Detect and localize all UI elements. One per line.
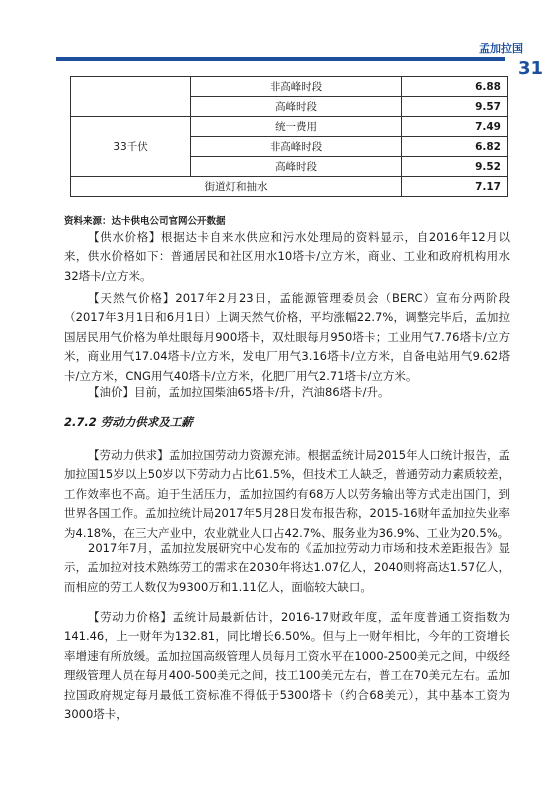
header-rule: [56, 57, 505, 61]
paragraph-gas-price: 【天然气价格】2017年2月23日，孟能源管理委员会（BERC）宣布分两阶段（2017年3月1日和6月1日）上调天然气价格，平均涨幅22.7%，调整完毕后，孟加拉国居民用气价格为单灶眼每月900塔卡，双灶眼每月950塔卡；工业用气7.76塔卡/立方米，商业用气17.04塔卡/立方米，发电厂用气3.16塔卡/立方米，自备电站用气9.62塔卡/立方米，CNG用气40塔卡/立方米，化肥厂用气2.71塔卡/立方米。: [64, 291, 510, 383]
table-cell-price: 6.82: [402, 137, 508, 157]
paragraph-skills-report: 2017年7月，孟加拉发展研究中心发布的《孟加拉劳动力市场和技术差距报告》显示，孟加拉对技术熟练劳工的需求在2030年将达1.07亿人，2040则将高达1.57亿人，而相应的劳工人数仅为9300万和1.11亿人，面临较大缺口。: [64, 541, 510, 594]
paragraph-oil-price: 【油价】目前，孟加拉国柴油65塔卡/升，汽油86塔卡/升。: [88, 385, 390, 399]
table-cell-price: 9.57: [402, 97, 508, 117]
table-source-note: 资料来源：达卡供电公司官网公开数据: [64, 216, 226, 227]
table-cell-period: 高峰时段: [191, 97, 402, 117]
table-cell-category: 街道灯和抽水: [71, 177, 402, 197]
paragraph-water-price: 【供水价格】根据达卡自来水供应和污水处理局的资料显示，自2016年12月以来，供水价格如下：普通居民和社区用水10塔卡/立方米，商业、工业和政府机构用水32塔卡/立方米。: [64, 230, 510, 283]
table-row: [71, 117, 508, 137]
table-cell-period: 统一费用: [191, 117, 402, 137]
table-cell-empty: [71, 77, 191, 117]
table-cell-price: 7.49: [402, 117, 508, 137]
page-number: 31: [517, 58, 543, 79]
section-heading: 2.7.2 劳动力供求及工薪: [64, 415, 193, 429]
table-cell-price: 7.17: [402, 177, 508, 197]
table-cell-category: 33千伏: [71, 117, 191, 177]
paragraph-labor-price: 【劳动力价格】孟统计局最新估计，2016-17财政年度，孟年度普通工资指数为141.46，上一财年为132.81，同比增长6.50%。但与上一财年相比，今年的工资增长率增速有所放缓。孟加拉国高级管理人员每月工资水平在1000-2500美元之间，中级经理级管理人员在每月400-500美元之间，技工100美元左右，普工在70美元左右。孟加拉国政府规定每月最低工资标准不得低于5300塔卡（约合68美元），其中基本工资为3000塔卡，: [64, 610, 510, 722]
paragraph-labor-supply: 【劳动力供求】孟加拉国劳动力资源充沛。根据孟统计局2015年人口统计报告，孟加拉国15岁以上50岁以下劳动力占比61.5%，但技术工人缺乏，普通劳动力素质较差，工作效率也不高。迫于生活压力，孟加拉国约有68万人以劳务输出等方式走出国门，到世界各国工作。孟加拉统计局2017年5月28日发布报告称，2015-16财年孟加拉失业率为4.18%，在三大产业中，农业就业人口占42.7%、服务业为36.9%、工业为20.5%。: [64, 448, 510, 540]
table-cell-price: 9.52: [402, 157, 508, 177]
table-row: [71, 177, 508, 197]
electricity-tariff-table: [70, 76, 508, 197]
table-cell-period: 高峰时段: [191, 157, 402, 177]
table-cell-period: 非高峰时段: [191, 77, 402, 97]
table-cell-price: 6.88: [402, 77, 508, 97]
table-cell-period: 非高峰时段: [191, 137, 402, 157]
header-country-label: 孟加拉国: [479, 42, 523, 55]
table-row: [71, 77, 508, 97]
